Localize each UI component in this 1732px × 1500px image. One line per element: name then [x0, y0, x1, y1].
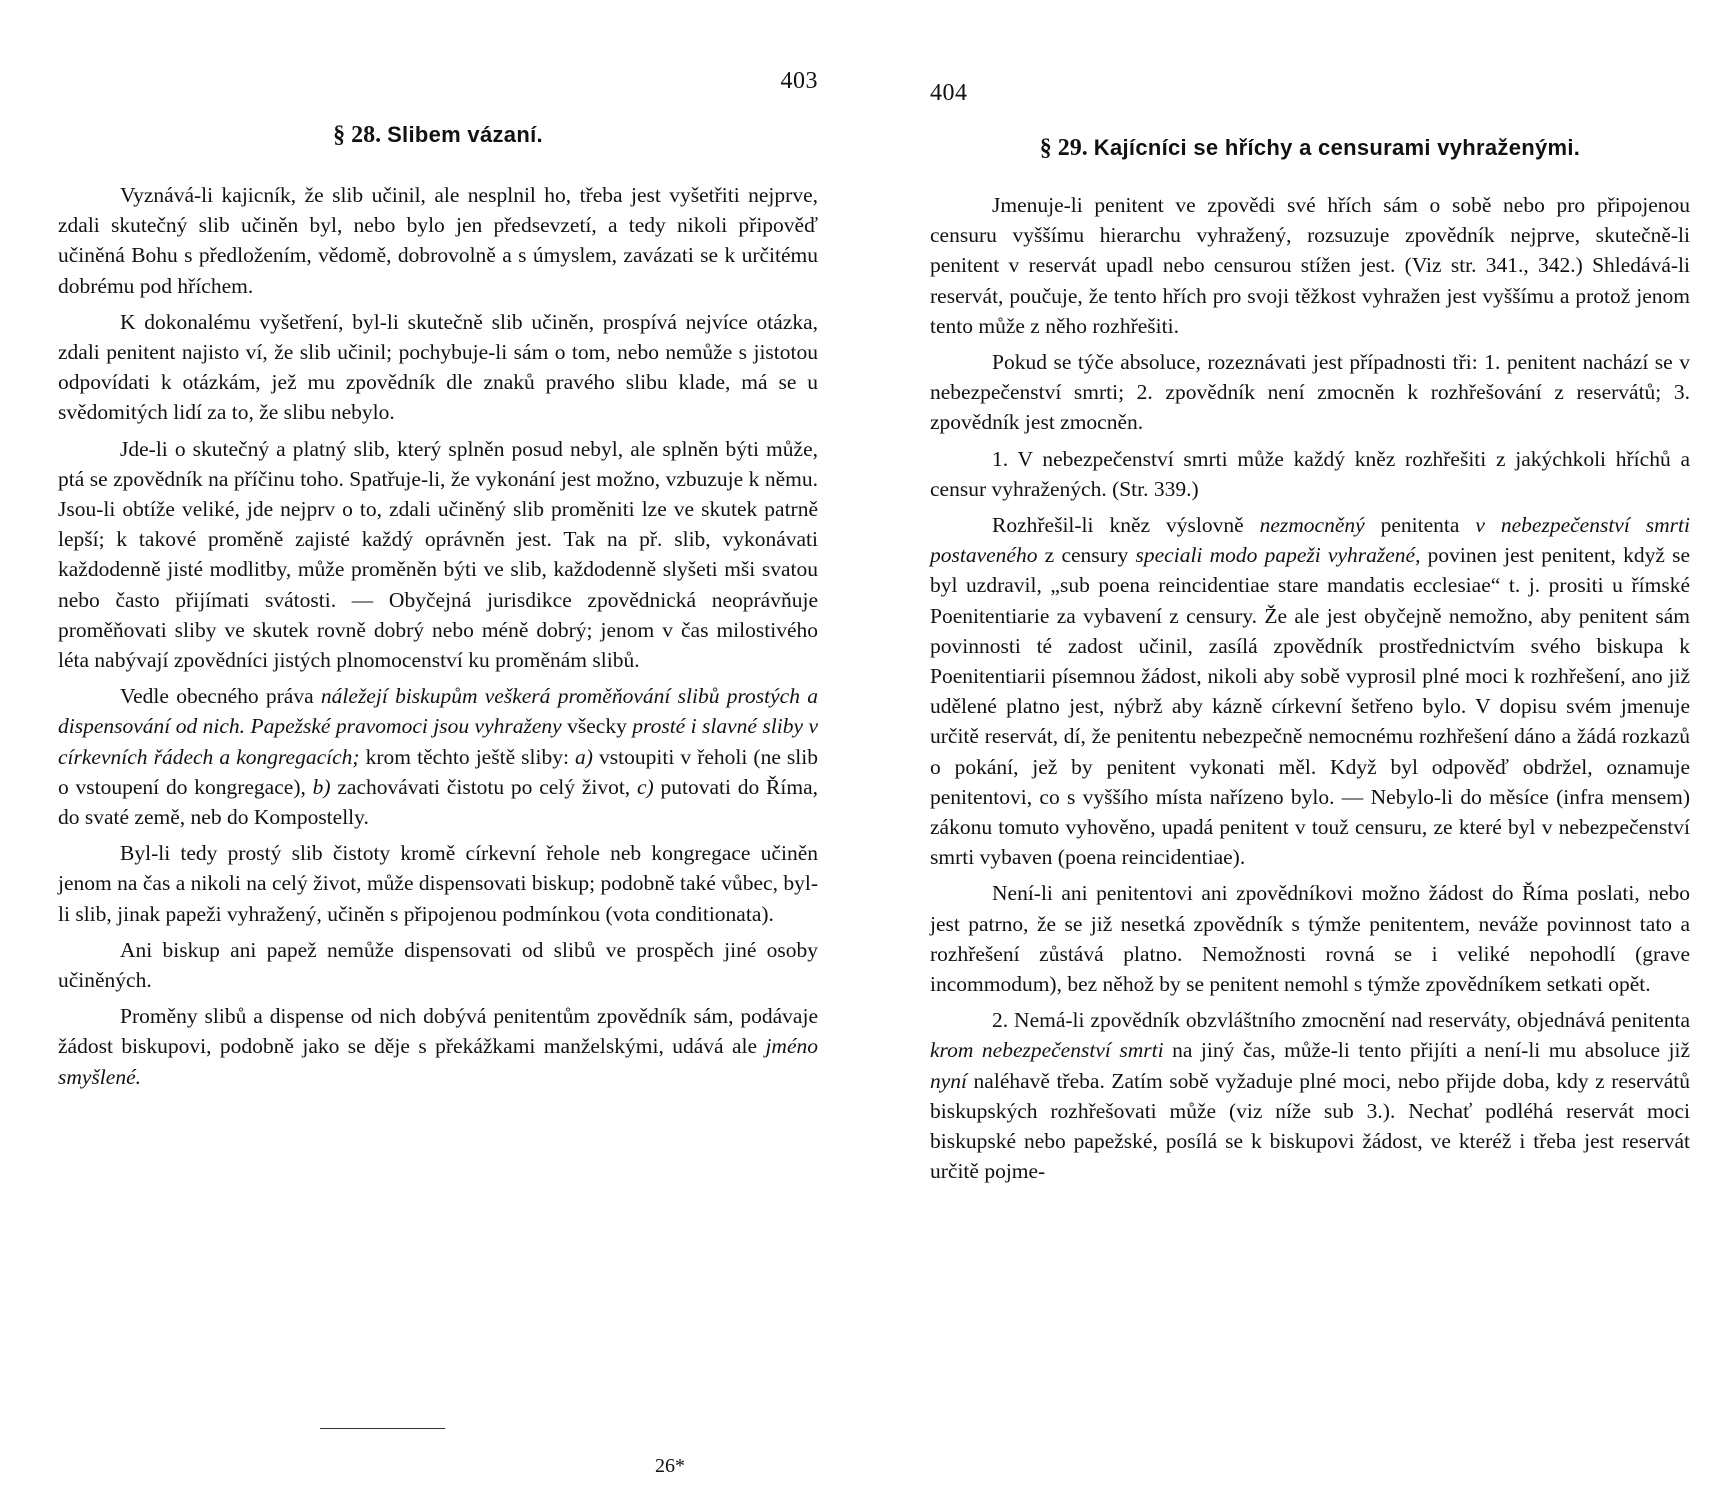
paragraph: K dokonalému vyšetření, byl-li skutečně slib učiněn, prospívá nejvíce otázka, zdali penitent najisto ví, že slib učinil; pochybuje-li sám o tom, nebo nemůže s jistotou odpovídati k otázkám, jež mu zpovědník dle znaků pravého slibu klade, má se u svědomitých lidí za to, že slibu nebylo.	[58, 309, 818, 425]
end-rule	[320, 1428, 445, 1429]
paragraph: Není-li ani penitentovi ani zpovědníkovi možno žádost do Říma poslati, nebo jest patrno, že se již nesetká zpovědník s týmže penitentem, neváže povinnost tato a rozhřešení zůstává platno. Nemožnosti rovná se i veliké nepohodlí (grave incommodum), bez něhož by se penitent nemohl s týmže zpovědníkem setkati opět.	[930, 881, 1690, 997]
text-run: naléhavě třeba. Zatím sobě vyžaduje plné moci, nebo přijde doba, kdy z reservátů biskupských rozhřešovati může (viz níže sub 3.). Nechať podléhá reservát moci biskupské nebo papežské, posílá se k biskupovi žádost, ve kteréž i třeba jest reservát určitě pojme-	[930, 1068, 1690, 1184]
page-body	[930, 190, 1690, 1193]
text-run: na jiný čas, může-li tento přijíti a není-li mu absoluce již	[1163, 1038, 1690, 1063]
paragraph	[58, 1001, 818, 1092]
paragraph: Byl-li tedy prostý slib čistoty kromě církevní řehole neb kongregace učiněn jenom na čas a nikoli na celý život, může dispensovati biskup; podobně také vůbec, byl-li slib, jinak papeži vyhražený, učiněn s připojenou podmínkou (vota conditionata).	[58, 841, 818, 926]
paragraph: Vyznává-li kajicník, že slib učinil, ale nesplnil ho, třeba jest vyšetřiti nejprve, zdali skutečný slib učiněn byl, nebo bylo jen předsevzetí, a tedy nikoli připověď učiněná Bohu s předložením, vědomě, dobrovolně a s úmyslem, zavázati se k určitému dobrému pod hříchem.	[58, 183, 818, 298]
text-run: 2. Nemá-li zpovědník obzvláštního zmocnění nad reserváty, objednává penitenta	[992, 1008, 1690, 1033]
paragraph: Ani biskup ani papež nemůže dispensovati od slibů ve prospěch jiné osoby učiněných.	[58, 937, 818, 993]
text-run: vstoupiti v řeholi (ne slib o vstoupení do kongregace),	[58, 744, 818, 799]
emphasis: prosté i slavné sliby v církevních řádech a kongregacích;	[58, 714, 818, 769]
paragraph	[58, 681, 818, 832]
text-run: Proměny slibů a dispense od nich dobývá penitentům zpovědník sám, podávaje žádost biskupovi, podobně jako se děje s překážkami manželskými, udává ale	[58, 1004, 818, 1059]
paragraph: Jde-li o skutečný a platný slib, který splněn posud nebyl, ale splněn býti může, ptá se zpovědník na příčinu toho. Spatřuje-li, že vykonání jest možno, vzbuzuje k němu. Jsou-li obtíže veliké, jde nejprv o to, zdali učiněný slib proměniti lze ve skutek patrně lepší; k takové proměně zajisté každý oprávněn jest. Tak na př. slib, vykonávati každodenně jisté modlitby, může proměněn býti ve slib, každodenně slyšeti mši svatou nebo často přijímati svátosti. — Obyčejná jurisdikce zpovědnická neoprávňuje proměňovati sliby ve skutek rovně dobrý nebo méně dobrý; jenom v čas milostivého léta nabývají zpovědníci jistých plnomocenství ku proměnám slibů.	[58, 436, 818, 673]
page-number: 403	[780, 68, 818, 94]
text-run: všecky	[561, 714, 633, 739]
left-page	[58, 0, 818, 1500]
text-run: penitenta	[1364, 513, 1476, 538]
section-heading	[930, 135, 1690, 162]
paragraph	[930, 510, 1690, 872]
section-title: Slibem vázaní.	[387, 122, 543, 147]
emphasis: v nebezpečenství smrti postaveného	[930, 513, 1690, 568]
paragraph: Jmenuje-li penitent ve zpovědi své hřích sám o sobě nebo pro připojenou censuru vyššímu hierarchu vyhražený, rozsuzuje zpovědník nejprve, skutečně-li penitent v reservát upadl nebo censurou stížen jest. (Viz str. 341., 342.) Shledává-li reservát, poučuje, že tento hřích pro svoji těžkost vyhražen jest vyššímu a protož jenom tento může z něho rozhřešiti.	[930, 193, 1690, 338]
emphasis: b)	[312, 774, 331, 799]
paragraph: Pokud se týče absoluce, rozeznávati jest případnosti tři: 1. penitent nachází se v nebezpečenství smrti; 2. zpovědník není zmocněn k rozhřešování z reservátů; 3. zpovědník jest zmocněn.	[930, 350, 1690, 435]
signature-mark: 26*	[655, 1455, 685, 1477]
page-number: 404	[930, 80, 968, 106]
emphasis: speciali modo papeži vyhražené,	[1135, 543, 1421, 568]
section-number: § 28.	[333, 122, 382, 148]
text-run: Vedle obecného práva	[120, 684, 321, 709]
right-page	[930, 0, 1690, 1500]
emphasis: nezmocněný	[1259, 513, 1365, 538]
text-run: krom těchto ještě sliby:	[359, 744, 576, 769]
emphasis: nyní	[930, 1068, 968, 1093]
section-heading	[58, 122, 818, 149]
text-run: z censury	[1037, 543, 1136, 568]
text-run: povinen jest penitent, když se byl uzdravil, „sub poena reincidentiae stare mandatis ecclesiae“ t. j. prositi u římské Poenitentiarie za vybavení z censury. Že ale jest obyčejně nemožno, aby penitent sám povinnosti té zadost učinil, zasílá zpovědník prostřednictvím svého biskupa k Poenitentiarii písemnou žádost, nikoli aby sobě vyprosil plné moci k rozhřešení, ano již udělené platno jest, nýbrž aby kázně církevní šetřeno bylo. V dopisu svém jmenuje určitě reservát, dí, že penitentu nebezpečně nemocnému rozhřešení dáno a žádá rozkazů o pokání, jež by penitent vykonati měl. Když byl odpověď obdržel, oznamuje penitentovi, co s vyššího místa nařízeno bylo. — Nebylo-li do měsíce (infra mensem) zákonu tomuto vyhověno, upadá penitent v touž censuru, ze které byl v nebezpečenství smrti vybaven (poena reincidentiae).	[930, 543, 1690, 870]
text-run: putovati do Říma, do svaté země, neb do Kompostelly.	[58, 774, 818, 830]
paragraph	[930, 1005, 1690, 1186]
emphasis: krom nebezpečenství smrti	[930, 1038, 1164, 1063]
emphasis: c)	[636, 774, 654, 799]
text-run: zachovávati čistotu po celý život,	[330, 774, 637, 799]
section-title: Kajícníci se hříchy a censurami vyhraženými.	[1093, 135, 1581, 160]
section-number: § 29.	[1039, 135, 1088, 161]
text-run: Rozhřešil-li kněz výslovně	[992, 513, 1260, 538]
page-body	[58, 180, 818, 1098]
emphasis: náležejí biskupům veškerá proměňování slibů prostých a dispensování od nich. Papežské pravomoci jsou vyhraženy	[58, 684, 818, 739]
paragraph: 1. V nebezpečenství smrti může každý kněz rozhřešiti z jakýchkoli hříchů a censur vyhražených. (Str. 339.)	[930, 446, 1690, 501]
emphasis: jméno smyšlené.	[58, 1034, 818, 1089]
emphasis: a)	[575, 744, 593, 769]
